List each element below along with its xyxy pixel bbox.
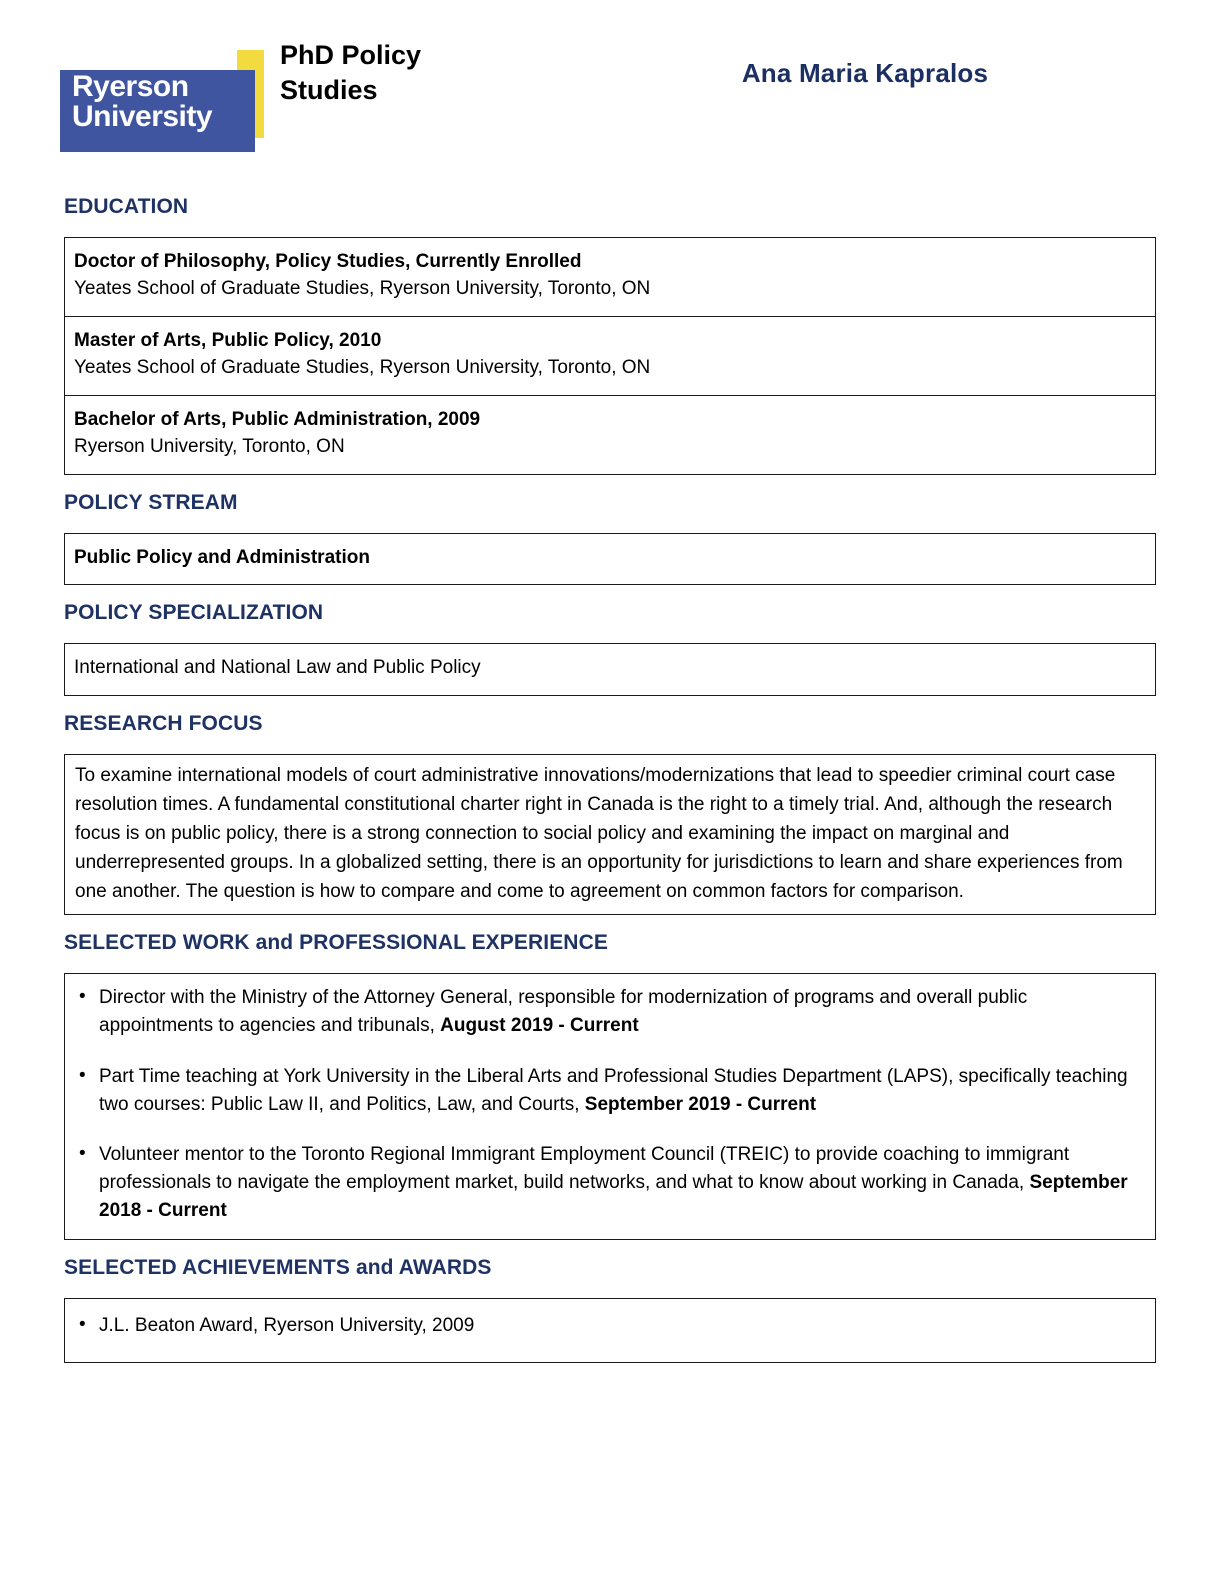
- work-item-date: September 2019 - Current: [584, 1093, 817, 1115]
- page-header: [0, 0, 1224, 170]
- spacer: [64, 475, 1156, 492]
- spacer: [64, 1240, 1156, 1257]
- education-table: [64, 237, 1156, 475]
- spacer: [64, 915, 1156, 932]
- policy-specialization-value: International and National Law and Public Policy: [74, 657, 481, 679]
- ryerson-university-logo: [60, 40, 270, 155]
- spacer: [64, 217, 1156, 237]
- section-heading-policy-specialization: POLICY SPECIALIZATION: [64, 601, 324, 625]
- work-item-text: Director with the Ministry of the Attorney General, responsible for modernization of programs and overall public appointments to agencies and tribunals,: [99, 987, 1028, 1037]
- spacer: [64, 623, 1156, 643]
- section-heading-work-experience: SELECTED WORK and PROFESSIONAL EXPERIENCE: [64, 931, 608, 955]
- table-row: [65, 317, 1155, 396]
- work-experience-list: [65, 974, 1155, 1239]
- list-item: [77, 1063, 1143, 1119]
- page-title: Ana Maria Kapralos: [741, 58, 989, 88]
- achievement-text: J.L. Beaton Award, Ryerson University, 2009: [99, 1315, 475, 1337]
- logo-wordmark: [72, 72, 212, 132]
- table-row: [65, 534, 1155, 585]
- education-degree-title: Doctor of Philosophy, Policy Studies, Currently Enrolled: [74, 251, 582, 272]
- section-heading-policy-stream: POLICY STREAM: [64, 490, 238, 514]
- list-item: [77, 1312, 1143, 1340]
- spacer: [64, 585, 1156, 602]
- work-item-date: September 2018 - Current: [99, 1171, 1128, 1222]
- section-heading-education: EDUCATION: [64, 195, 189, 218]
- education-institution: Yeates School of Graduate Studies, Ryerson University, Toronto, ON: [74, 277, 651, 299]
- policy-stream-value: Public Policy and Administration: [74, 546, 370, 568]
- section-heading-research-focus: RESEARCH FOCUS: [64, 712, 263, 735]
- education-institution: Yeates School of Graduate Studies, Ryerson University, Toronto, ON: [74, 356, 651, 378]
- list-item: [77, 984, 1143, 1040]
- list-item: [77, 1141, 1143, 1225]
- education-institution: Ryerson University, Toronto, ON: [74, 435, 345, 457]
- spacer: [64, 953, 1156, 973]
- policy-specialization-table: [64, 643, 1156, 696]
- research-focus-text: To examine international models of court administrative innovations/modernizations that lead to speedier criminal court case resolution times. A fundamental constitutional charter right in Canada is the right to a timely trial. And, although the research focus is on public policy, there is a strong connection to social policy and examining the impact on marginal and underrepresented groups. In a globalized setting, there is an opportunity for jurisdictions to learn and share experiences from one another. The question is how to compare and come to agreement on common factors for comparison.: [75, 765, 1123, 902]
- research-focus-box: [64, 754, 1156, 915]
- work-item-text: Volunteer mentor to the Toronto Regional Immigrant Employment Council (TREIC) to provide coaching to immigrant professionals to navigate the employment market, build networks, and what to know about working in Canada,: [99, 1143, 1070, 1193]
- achievements-list: [65, 1299, 1155, 1362]
- work-experience-box: [64, 973, 1156, 1240]
- logo-wordmark-line2: University: [72, 100, 213, 133]
- achievements-box: [64, 1298, 1156, 1363]
- spacer: [64, 513, 1156, 533]
- logo-wordmark-line1: Ryerson: [72, 70, 189, 103]
- table-row: [65, 644, 1155, 695]
- education-degree-title: Master of Arts, Public Policy, 2010: [74, 329, 382, 351]
- education-degree-title: Bachelor of Arts, Public Administration, 2009: [74, 408, 481, 430]
- document-body: [64, 196, 1156, 1363]
- section-heading-achievements: SELECTED ACHIEVEMENTS and AWARDS: [64, 1256, 492, 1280]
- spacer: [64, 1278, 1156, 1298]
- table-row: [65, 396, 1155, 474]
- table-row: [65, 238, 1155, 317]
- work-item-text: Part Time teaching at York University in the Liberal Arts and Professional Studies Department (LAPS), specifically teaching two courses: Public Law II, and Politics, Law, and Courts,: [99, 1065, 1128, 1115]
- spacer: [64, 734, 1156, 754]
- spacer: [64, 696, 1156, 713]
- work-item-date: August 2019 - Current: [440, 1015, 639, 1037]
- department-title: PhD Policy Studies: [280, 40, 422, 105]
- policy-stream-table: [64, 533, 1156, 586]
